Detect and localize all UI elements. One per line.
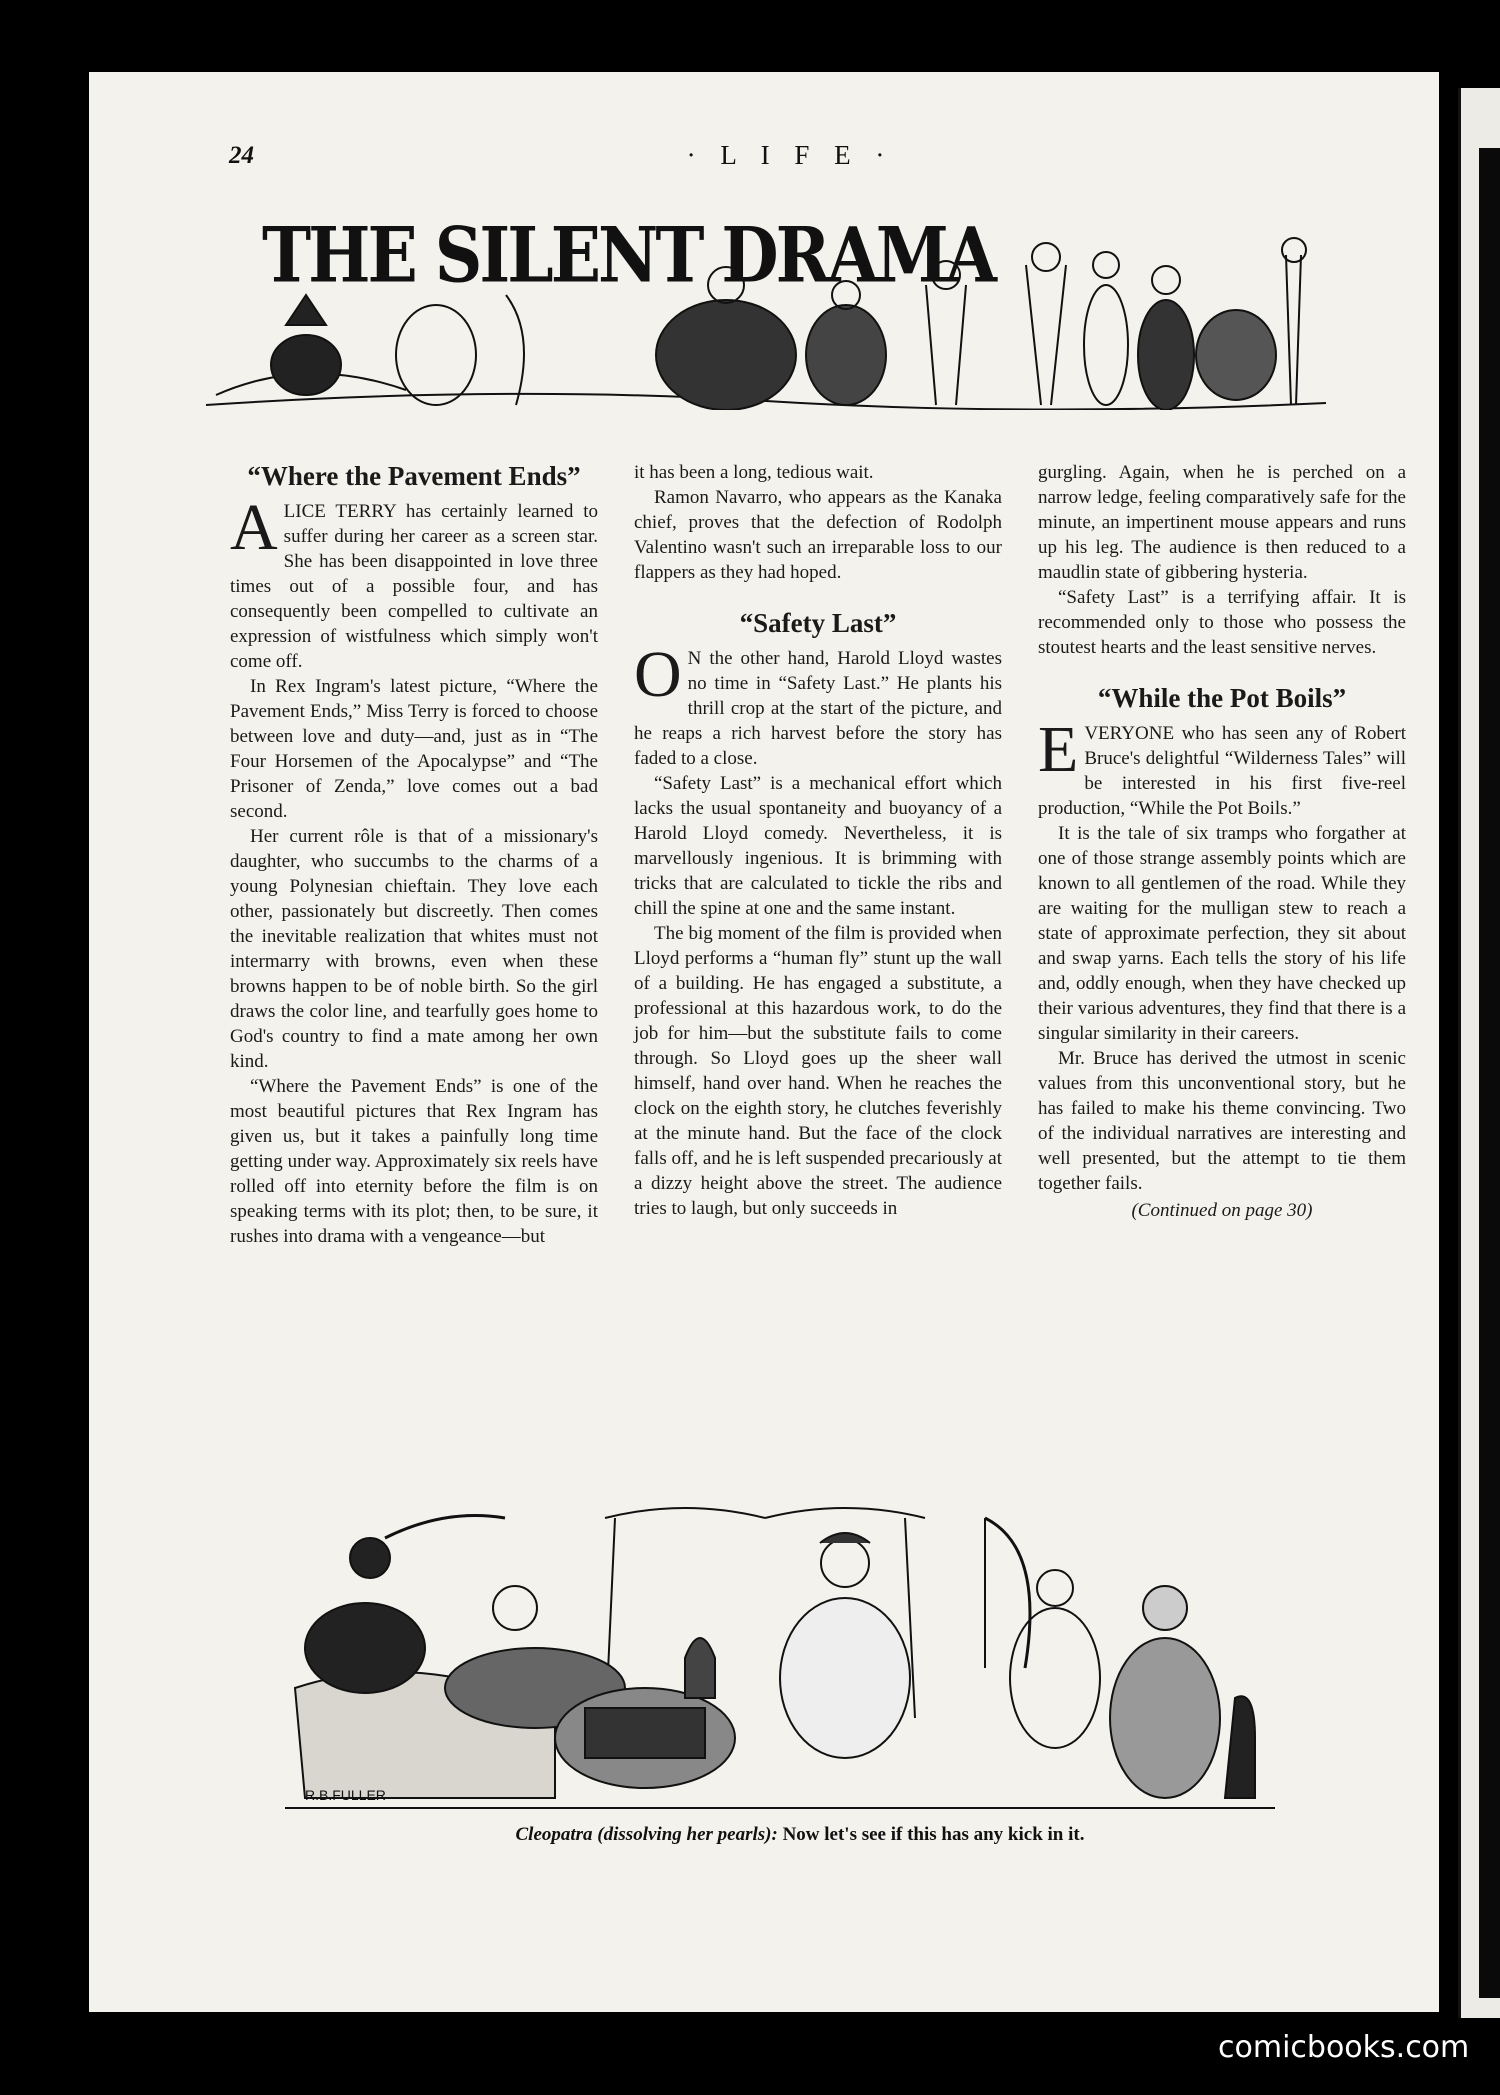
article-paragraph: gurgling. Again, when he is perched on a narrow ledge, feeling comparatively safe for the minute, an impertinent mouse appears and runs up his leg. The audience is then reduced to a maudlin state of gibbering hysteria. xyxy=(1038,462,1406,583)
drop-cap: O xyxy=(634,638,682,711)
article-paragraph: In Rex Ingram's latest picture, “Where the Pavement Ends,” Miss Terry is forced to choose between love and duty—and, just as in “The Four Horsemen of the Apocalypse” and “The Prisoner of Zenda,” love comes out a bad second. xyxy=(230,676,598,822)
article-paragraph: It is the tale of six tramps who forgather at one of those strange assembly points which are known to all gentlemen of the road. While they are waiting for the mulligan stew to reach a state of approximate perfection, they sit about and swap yarns. Each tells the story of his life and, oddly enough, when they have checked up their various adventures, they find that there is a singular similarity in their careers. xyxy=(1038,823,1406,1044)
section-title: THE SILENT DRAMA xyxy=(262,210,994,300)
article-paragraph: ALICE TERRY has certainly learned to suffer during her career as a screen star. She has been disappointed in love three times out of a possible four, and has consequently been compelled to cultivate an expression of wistfulness which simply won't come off. xyxy=(230,491,598,672)
cartoon-illustration xyxy=(285,1478,1275,1818)
page-number: 24 xyxy=(229,142,254,169)
column-3 xyxy=(1038,460,1406,1223)
article-paragraph: Mr. Bruce has derived the utmost in scenic values from this unconventional story, but he has failed to make his theme convincing. Two of the individual narratives are interesting and well presented, but the attempt to tie them together fails. xyxy=(1038,1048,1406,1194)
article-title: “Where the Pavement Ends” xyxy=(247,461,581,491)
article-paragraph: “Safety Last” is a mechanical effort which lacks the usual spontaneity and buoyancy of a Harold Lloyd comedy. Nevertheless, it is marvellously ingenious. It is brimming with tricks that are calculated to tickle the ribs and chill the spine at one and the same instant. xyxy=(634,773,1002,919)
magazine-masthead: · L I F E · xyxy=(686,140,894,170)
column-2 xyxy=(634,460,1002,1221)
drop-cap: A xyxy=(230,491,278,564)
article-paragraph: “Safety Last” is a terrifying affair. It is recommended only to those who possess the stoutest hearts and the least sensitive nerves. xyxy=(1038,587,1406,658)
article-paragraph: Her current rôle is that of a missionary's daughter, who succumbs to the charms of a young Polynesian chieftain. They love each other, passionately but discreetly. Then comes the inevitable realization that whites must not intermarry with browns, even when these browns happen to be of noble birth. So the girl draws the color line, and tearfully goes home to God's country to find a mate among her own kind. xyxy=(230,826,598,1072)
continued-note: (Continued on page 30) xyxy=(1131,1200,1313,1221)
watermark: comicbooks.com xyxy=(1218,2030,1470,2065)
article-paragraph: Ramon Navarro, who appears as the Kanaka chief, proves that the defection of Rodolph Valentino wasn't such an irreparable loss to our flappers as they had hoped. xyxy=(634,487,1002,583)
drop-cap: E xyxy=(1038,713,1079,786)
article-title: “While the Pot Boils” xyxy=(1097,683,1347,713)
article-paragraph: O N the other hand, Harold Lloyd wastes no time in “Safety Last.” He plants his thrill crop at the start of the picture, and he reaps a rich harvest before the story has faded to a close. xyxy=(634,638,1002,769)
next-page-edge xyxy=(1458,88,1500,2018)
cartoon-caption: Cleopatra (dissolving her pearls): Now let's see if this has any kick in it. xyxy=(515,1824,1085,1845)
article-paragraph: it has been a long, tedious wait. xyxy=(634,462,874,483)
article-paragraph: The big moment of the film is provided when Lloyd performs a “human fly” stunt up the wall of a building. He has engaged a substitute, a professional at this hazardous work, to do the job for him—but the substitute fails to come through. So Lloyd goes up the sheer wall himself, hand over hand. When he reaches the clock on the eighth story, he clutches feverishly at the minute hand. But the face of the clock falls off, and he is left suspended precariously at a dizzy height above the street. The audience tries to laugh, but only succeeds in xyxy=(634,923,1002,1219)
article-paragraph: EVERYONE who has seen any of Robert Bruce's delightful “Wilderness Tales” will be interested in his first five-reel production, “While the Pot Boils.” xyxy=(1038,713,1406,819)
article-title: “Safety Last” xyxy=(739,608,897,638)
column-1 xyxy=(230,460,598,1249)
artist-signature: R.B.FULLER xyxy=(305,1787,386,1803)
article-paragraph: “Where the Pavement Ends” is one of the most beautiful pictures that Rex Ingram has given us, but it takes a painfully long time getting under way. Approximately six reels have rolled off into eternity before the film is on speaking terms with its plot; then, to be sure, it rushes into drama with a vengeance—but xyxy=(230,1076,598,1247)
